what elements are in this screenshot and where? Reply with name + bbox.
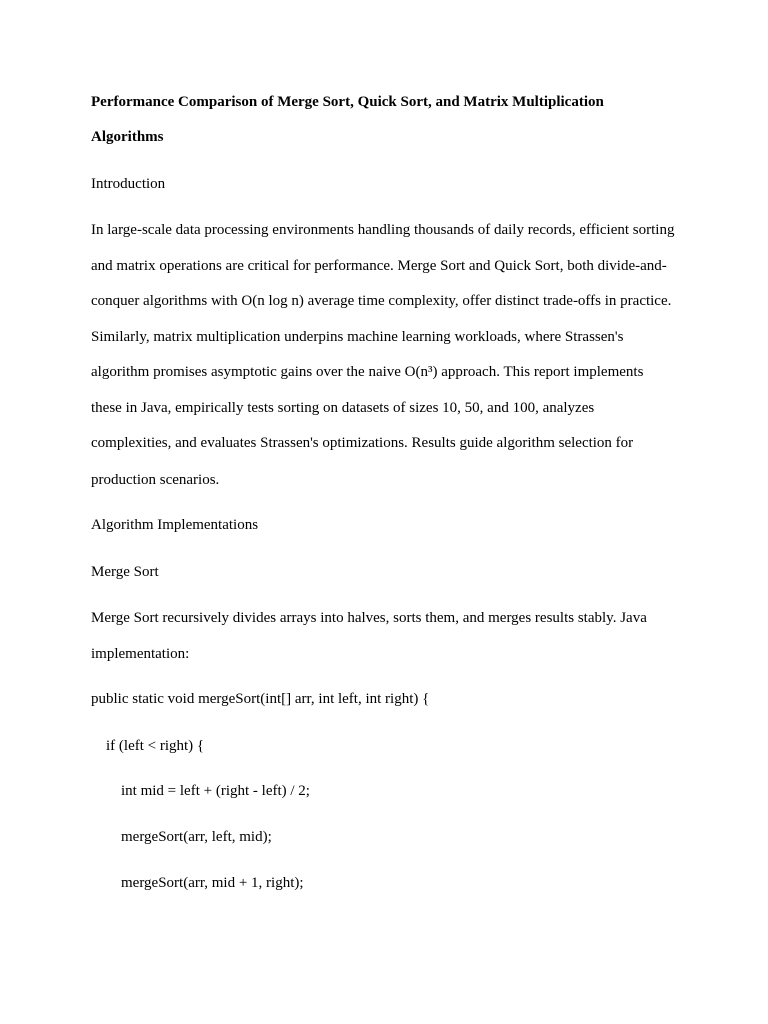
code-line: mergeSort(arr, left, mid); [121, 829, 272, 845]
introduction-line: In large-scale data processing environments handling thousands of daily records, efficient sorting [91, 222, 675, 238]
introduction-line: conquer algorithms with O(n log n) average time complexity, offer distinct trade-offs in practice. [91, 293, 672, 309]
merge-sort-heading: Merge Sort [91, 564, 159, 580]
merge-sort-paragraph-line: implementation: [91, 646, 190, 662]
document-title-line-1: Performance Comparison of Merge Sort, Quick Sort, and Matrix Multiplication [91, 94, 604, 110]
introduction-line: complexities, and evaluates Strassen's optimizations. Results guide algorithm selection for [91, 435, 634, 451]
introduction-heading: Introduction [91, 176, 166, 192]
introduction-line: Similarly, matrix multiplication underpins machine learning workloads, where Strassen's [91, 329, 624, 345]
code-line: public static void mergeSort(int[] arr, int left, int right) { [91, 691, 430, 707]
code-line: int mid = left + (right - left) / 2; [121, 783, 310, 799]
merge-sort-paragraph-line: Merge Sort recursively divides arrays into halves, sorts them, and merges results stably. Java [91, 610, 647, 626]
code-line: mergeSort(arr, mid + 1, right); [121, 875, 304, 891]
introduction-line: and matrix operations are critical for performance. Merge Sort and Quick Sort, both divide-and- [91, 258, 667, 274]
introduction-line: production scenarios. [91, 472, 220, 488]
introduction-line: these in Java, empirically tests sorting on datasets of sizes 10, 50, and 100, analyzes [91, 400, 595, 416]
implementations-heading: Algorithm Implementations [91, 517, 259, 533]
code-line: if (left < right) { [106, 738, 205, 754]
introduction-line: algorithm promises asymptotic gains over the naive O(n³) approach. This report implements [91, 364, 644, 380]
document-title-line-2: Algorithms [91, 129, 164, 145]
